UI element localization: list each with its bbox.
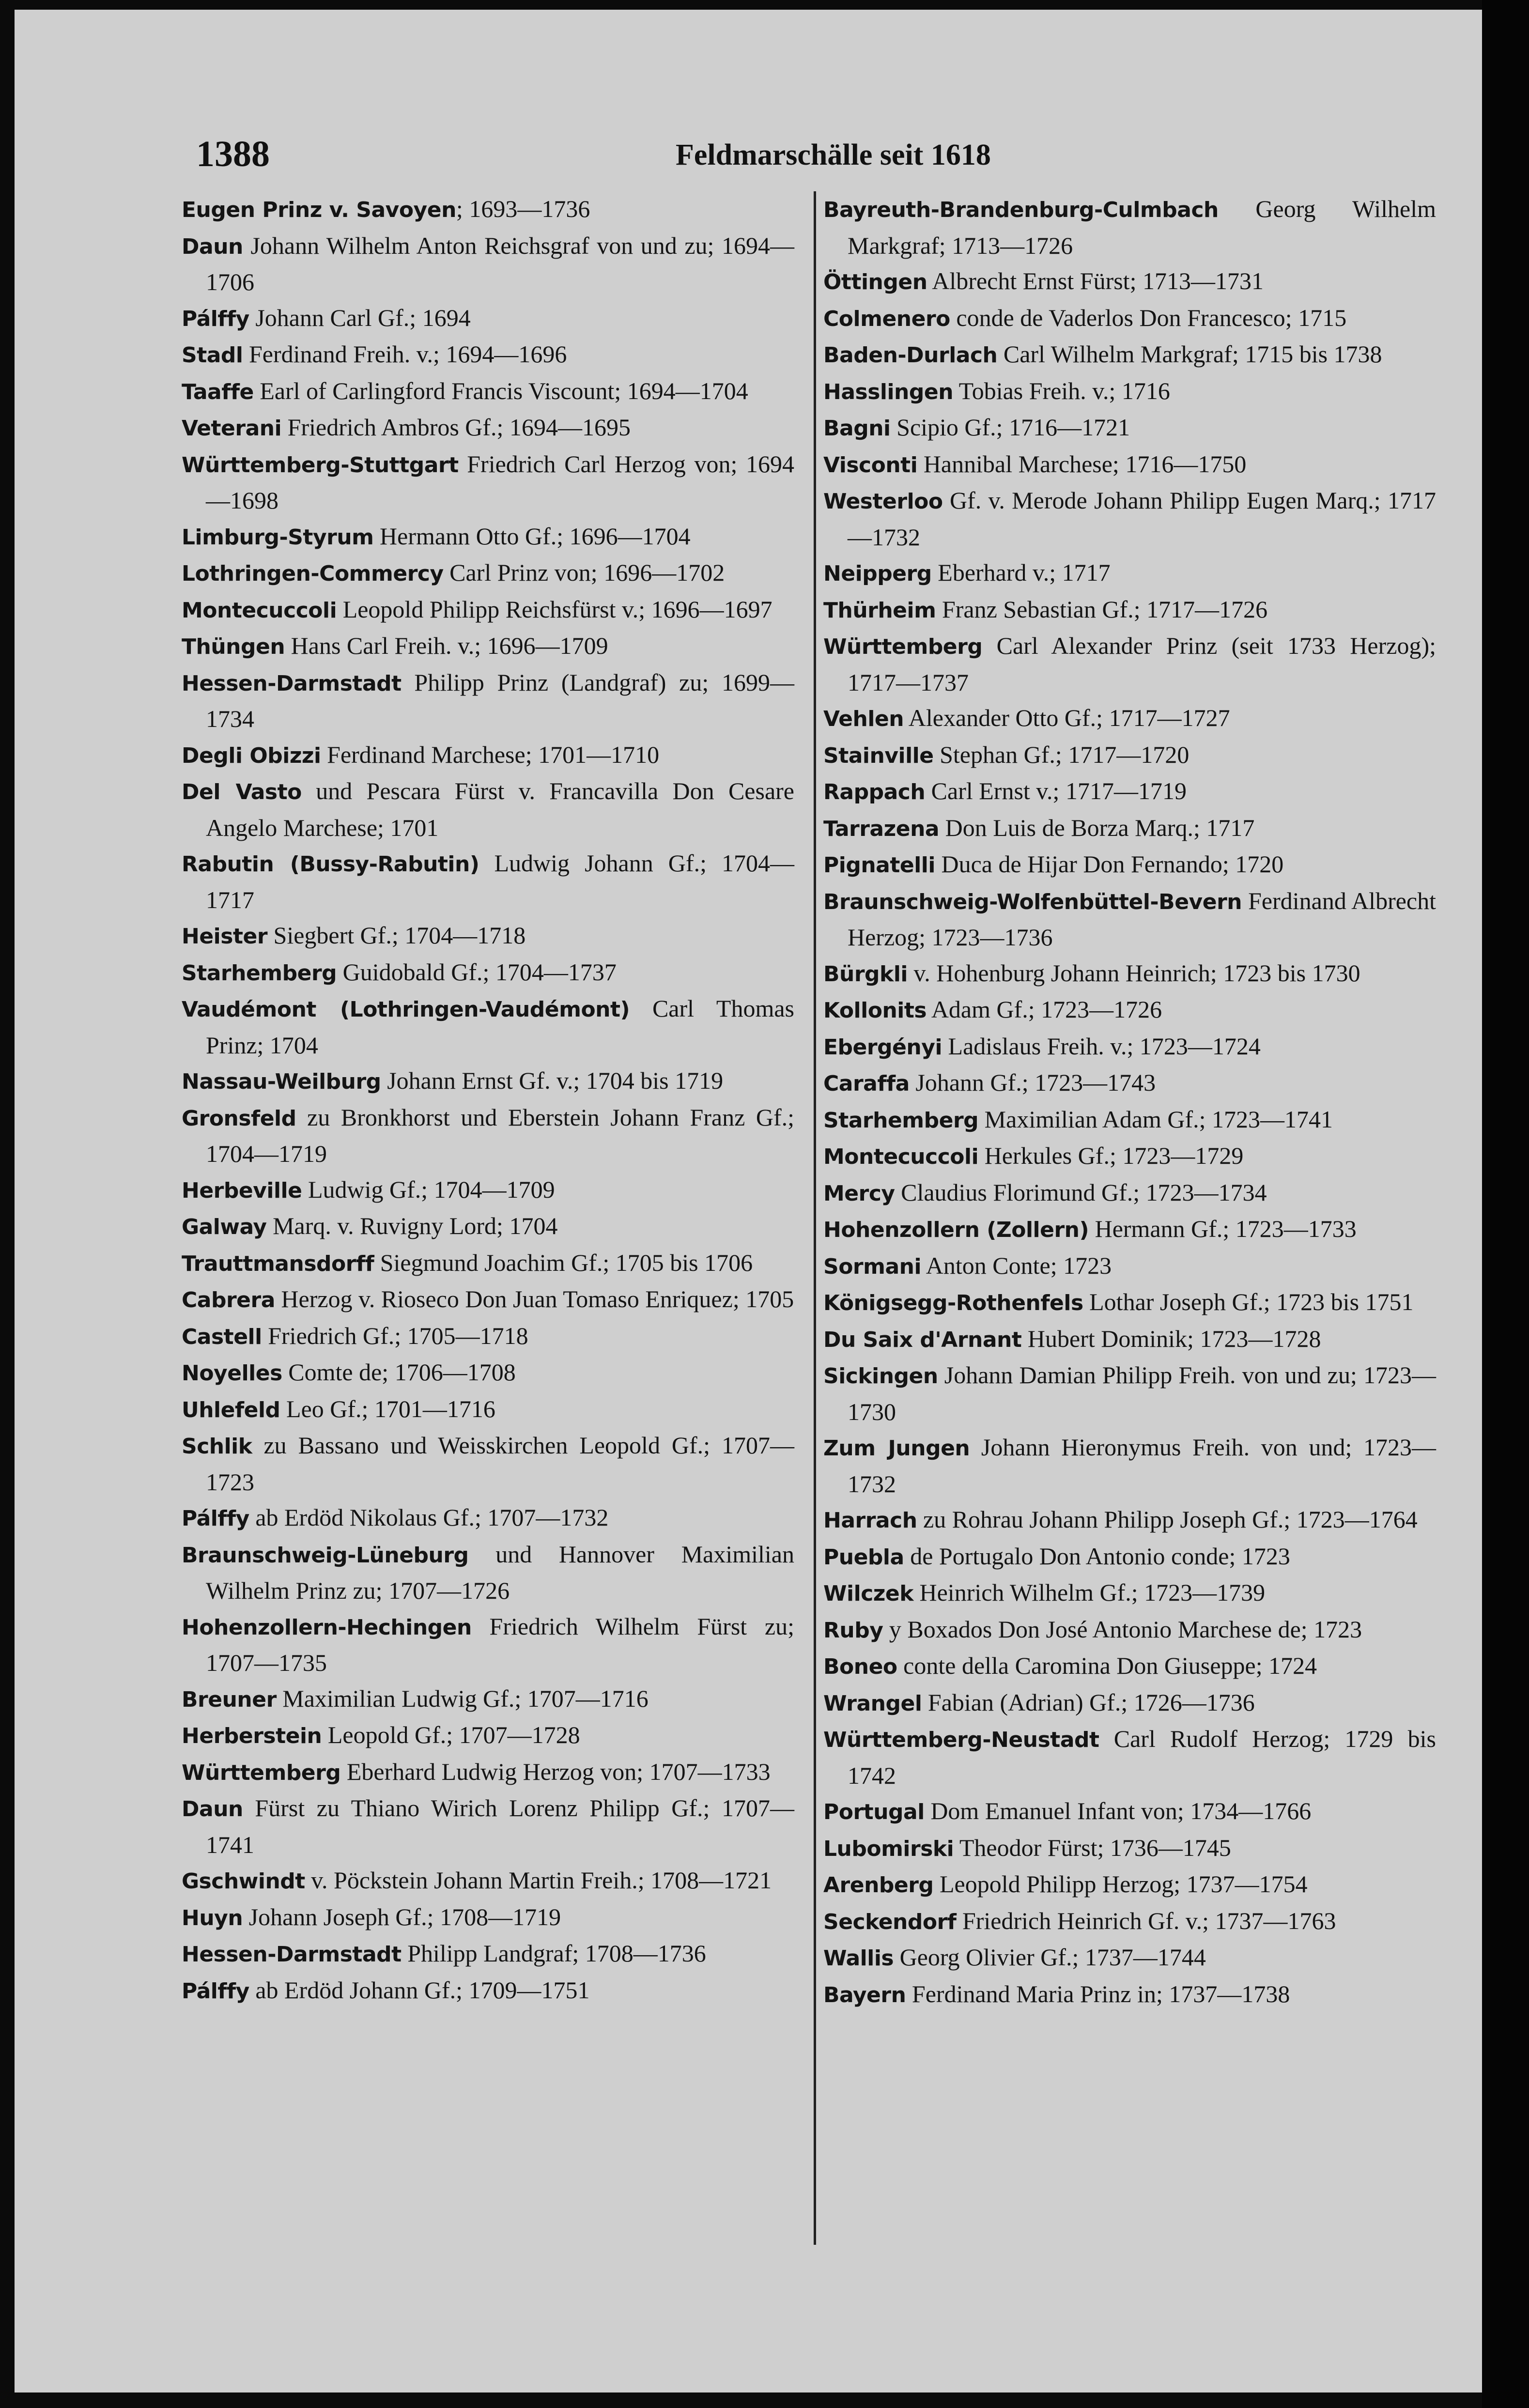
register-entry xyxy=(823,300,1436,337)
register-entry xyxy=(182,665,794,737)
register-entry xyxy=(823,1903,1436,1940)
entry-name: Neipperg xyxy=(823,561,932,586)
register-entry xyxy=(182,1245,794,1282)
register-entry xyxy=(182,1281,794,1318)
entry-name: Herberstein xyxy=(182,1724,322,1748)
entry-details: Stephan Gf.; 1717—1720 xyxy=(933,741,1189,768)
register-entry xyxy=(182,1936,794,1973)
entry-details: Siegmund Joachim Gf.; 1705 bis 1706 xyxy=(374,1249,753,1276)
register-entry xyxy=(823,410,1436,447)
entry-details: Siegbert Gf.; 1704—1718 xyxy=(267,922,526,949)
register-entry xyxy=(182,737,794,774)
register-entry xyxy=(823,1430,1436,1502)
entry-details: Ladislaus Freih. v.; 1723—1724 xyxy=(942,1032,1261,1060)
register-entry xyxy=(182,228,794,300)
entry-details: Leopold Philipp Reichsfürst v.; 1696—1697 xyxy=(337,595,772,623)
register-entry xyxy=(182,1717,794,1754)
register-entry xyxy=(823,1648,1436,1685)
entry-details: Marq. v. Ruvigny Lord; 1704 xyxy=(266,1212,558,1239)
entry-details: Friedrich Gf.; 1705—1718 xyxy=(262,1322,528,1349)
page-header xyxy=(196,133,1455,191)
register-entry xyxy=(823,992,1436,1029)
entry-name: Starhemberg xyxy=(182,960,337,986)
register-entry xyxy=(823,810,1436,847)
register-entry xyxy=(182,1537,794,1609)
entry-name: Stadl xyxy=(182,343,243,368)
register-entry xyxy=(823,592,1436,629)
register-entry xyxy=(182,337,794,373)
register-entry xyxy=(823,737,1436,774)
entry-name: Vehlen xyxy=(823,707,904,731)
register-entry xyxy=(823,1211,1436,1248)
register-entry xyxy=(182,373,794,410)
entry-name: Württemberg-Neustadt xyxy=(823,1728,1099,1752)
entry-details: Franz Sebastian Gf.; 1717—1726 xyxy=(936,595,1268,623)
entry-details: Friedrich Ambros Gf.; 1694—1695 xyxy=(281,414,631,441)
entry-name: Rappach xyxy=(823,780,926,804)
entry-name: Eugen Prinz v. Savoyen xyxy=(182,198,456,222)
register-entry xyxy=(182,1754,794,1791)
entry-details: Hans Carl Freih. v.; 1696—1709 xyxy=(285,632,608,659)
entry-name: Galway xyxy=(182,1215,267,1239)
register-entry xyxy=(823,447,1436,483)
entry-details: Ludwig Johann Gf.; 1704—1717 xyxy=(206,849,795,913)
entry-name: Puebla xyxy=(823,1544,904,1570)
register-entry xyxy=(182,1100,794,1172)
entry-details: Ferdinand Marchese; 1701—1710 xyxy=(321,741,660,768)
register-entry xyxy=(823,1612,1436,1649)
register-entry xyxy=(823,191,1436,263)
entry-details: y Boxados Don José Antonio Marchese de; 1723 xyxy=(883,1615,1362,1643)
register-entry xyxy=(823,555,1436,592)
entry-details: Ferdinand Maria Prinz in; 1737—1738 xyxy=(906,1980,1290,2007)
entry-name: Seckendorf xyxy=(823,1909,957,1934)
entry-name: Tarrazena xyxy=(823,816,940,841)
register-entry xyxy=(182,1609,794,1681)
entry-name: Braunschweig-Lüneburg xyxy=(182,1543,469,1568)
entry-name: Starhemberg xyxy=(823,1108,979,1133)
entry-name: Hessen-Darmstadt xyxy=(182,671,402,696)
entry-name: Württemberg-Stuttgart xyxy=(182,452,459,478)
entry-name: Öttingen xyxy=(823,270,927,294)
entry-details: Friedrich Heinrich Gf. v.; 1737—1763 xyxy=(956,1907,1336,1934)
entry-details: Friedrich Wilhelm Fürst zu; 1707—1735 xyxy=(206,1612,794,1676)
entry-name: Pignatelli xyxy=(823,853,935,878)
entry-name: Herbeville xyxy=(182,1178,302,1203)
entry-details: Carl Rudolf Herzog; 1729 bis 1742 xyxy=(848,1725,1436,1789)
entry-details: de Portugalo Don Antonio conde; 1723 xyxy=(904,1542,1290,1570)
entry-name: Baden-Durlach xyxy=(823,343,998,368)
entry-name: Gronsfeld xyxy=(182,1106,296,1131)
left-column xyxy=(182,191,794,2009)
register-entry xyxy=(823,1685,1436,1722)
column-divider xyxy=(814,191,816,2245)
entry-details: Georg Olivier Gf.; 1737—1744 xyxy=(894,1944,1206,1971)
entry-name: Daun xyxy=(182,234,243,259)
entry-name: Thüngen xyxy=(182,634,285,659)
entry-name: Mercy xyxy=(823,1181,895,1206)
register-entry xyxy=(823,1721,1436,1793)
entry-details: Guidobald Gf.; 1704—1737 xyxy=(337,958,617,986)
entry-name: Harrach xyxy=(823,1508,917,1533)
entry-name: Degli Obizzi xyxy=(182,743,321,768)
entry-details: Hannibal Marchese; 1716—1750 xyxy=(917,450,1247,478)
entry-details: Eberhard Ludwig Herzog von; 1707—1733 xyxy=(340,1758,771,1785)
entry-name: Daun xyxy=(182,1797,243,1821)
register-entry xyxy=(823,700,1436,737)
entry-details: Claudius Florimund Gf.; 1723—1734 xyxy=(895,1178,1267,1206)
entry-name: Hasslingen xyxy=(823,379,954,404)
entry-details: Johann Ernst Gf. v.; 1704 bis 1719 xyxy=(381,1067,724,1094)
register-entry xyxy=(182,773,794,846)
register-entry xyxy=(823,1502,1436,1539)
entry-name: Bayern xyxy=(823,1982,906,2007)
register-entry xyxy=(823,1138,1436,1175)
entry-details: Hubert Dominik; 1723—1728 xyxy=(1021,1325,1321,1352)
entry-name: Bürgkli xyxy=(823,961,908,987)
register-entry xyxy=(823,483,1436,555)
register-entry xyxy=(182,1973,794,2009)
register-entry xyxy=(823,1976,1436,2013)
register-entry xyxy=(823,1175,1436,1212)
entry-details: Don Luis de Borza Marq.; 1717 xyxy=(939,814,1255,841)
entry-name: Pálffy xyxy=(182,306,249,331)
entry-name: Wilczek xyxy=(823,1581,913,1606)
entry-details: Theodor Fürst; 1736—1745 xyxy=(954,1834,1231,1861)
register-entry xyxy=(182,628,794,665)
entry-details: Lothar Joseph Gf.; 1723 bis 1751 xyxy=(1083,1288,1414,1315)
entry-details: Leopold Gf.; 1707—1728 xyxy=(322,1721,580,1748)
entry-details: Earl of Carlingford Francis Viscount; 1694—1704 xyxy=(253,377,748,404)
entry-details: ab Erdöd Johann Gf.; 1709—1751 xyxy=(249,1976,590,2004)
entry-details: Ferdinand Albrecht Herzog; 1723—1736 xyxy=(848,887,1436,951)
entry-name: Trauttmansdorff xyxy=(182,1251,374,1276)
entry-name: Veterani xyxy=(182,416,282,441)
register-entry xyxy=(823,1830,1436,1867)
entry-details: Maximilian Adam Gf.; 1723—1741 xyxy=(978,1105,1333,1133)
entry-details: Carl Thomas Prinz; 1704 xyxy=(206,995,795,1059)
entry-details: Maximilian Ludwig Gf.; 1707—1716 xyxy=(276,1684,649,1712)
entry-details: Johann Joseph Gf.; 1708—1719 xyxy=(243,1903,561,1930)
entry-details: Philipp Prinz (Landgraf) zu; 1699—1734 xyxy=(206,668,794,732)
entry-name: Ruby xyxy=(823,1618,883,1643)
register-entry xyxy=(182,1391,794,1428)
register-entry xyxy=(182,846,794,918)
entry-details: Carl Ernst v.; 1717—1719 xyxy=(925,777,1187,804)
entry-details: Leo Gf.; 1701—1716 xyxy=(280,1395,495,1422)
entry-name: Lothringen-Commercy xyxy=(182,561,444,586)
entry-name: Arenberg xyxy=(823,1873,934,1898)
register-entry xyxy=(182,191,794,228)
entry-details: Carl Wilhelm Markgraf; 1715 bis 1738 xyxy=(997,340,1382,368)
scan-edge xyxy=(1482,0,1529,2408)
entry-name: Württemberg xyxy=(823,634,983,659)
entry-details: Alexander Otto Gf.; 1717—1727 xyxy=(904,704,1230,731)
entry-details: Adam Gf.; 1723—1726 xyxy=(927,996,1162,1023)
right-column xyxy=(823,191,1436,2013)
entry-details: zu Bassano und Weisskirchen Leopold Gf.; 1707—1723 xyxy=(206,1432,794,1496)
entry-name: Wallis xyxy=(823,1946,894,1971)
entry-name: Wrangel xyxy=(823,1691,922,1716)
entry-details: Ludwig Gf.; 1704—1709 xyxy=(302,1175,555,1203)
entry-details: Dom Emanuel Infant von; 1734—1766 xyxy=(924,1797,1312,1824)
register-entry xyxy=(182,1681,794,1718)
entry-details: Gf. v. Merode Johann Philipp Eugen Marq.; 1717—1732 xyxy=(848,487,1436,551)
entry-name: Braunschweig-Wolfenbüttel-Bevern xyxy=(823,889,1242,914)
entry-name: Uhlefeld xyxy=(182,1397,280,1422)
register-entry xyxy=(182,1428,794,1500)
entry-details: conte della Caromina Don Giuseppe; 1724 xyxy=(897,1652,1317,1679)
page-number: 1388 xyxy=(196,134,270,174)
entry-name: Pálffy xyxy=(182,1506,249,1531)
entry-name: Cabrera xyxy=(182,1288,275,1312)
register-entry xyxy=(823,1793,1436,1830)
entry-details: und Hannover Maximilian Wilhelm Prinz zu; 1707—1726 xyxy=(206,1540,794,1604)
register-entry xyxy=(823,1539,1436,1575)
entry-details: Heinrich Wilhelm Gf.; 1723—1739 xyxy=(913,1579,1266,1606)
register-entry xyxy=(182,1063,794,1100)
entry-name: Vaudémont (Lothringen-Vaudémont) xyxy=(182,997,630,1022)
entry-name: Montecuccoli xyxy=(823,1144,979,1169)
entry-name: Limburg-Styrum xyxy=(182,525,374,550)
entry-details: Johann Gf.; 1723—1743 xyxy=(909,1069,1156,1096)
entry-name: Heister xyxy=(182,924,268,949)
register-entry xyxy=(182,1355,794,1391)
entry-name: Stainville xyxy=(823,743,934,768)
entry-name: Ebergényi xyxy=(823,1034,942,1060)
entry-details: zu Rohrau Johann Philipp Joseph Gf.; 1723—1764 xyxy=(917,1506,1418,1533)
register-entry xyxy=(823,1102,1436,1139)
register-entry xyxy=(182,410,794,447)
entry-details: Herkules Gf.; 1723—1729 xyxy=(978,1142,1244,1169)
register-entry xyxy=(823,883,1436,956)
entry-details: Johann Carl Gf.; 1694 xyxy=(249,304,471,331)
entry-name: Hohenzollern (Zollern) xyxy=(823,1218,1089,1242)
entry-details: Johann Wilhelm Anton Reichsgraf von und zu; 1694—1706 xyxy=(206,232,794,295)
entry-details: Carl Prinz von; 1696—1702 xyxy=(443,559,725,586)
entry-details: Anton Conte; 1723 xyxy=(921,1251,1112,1279)
register-entry xyxy=(182,1791,794,1863)
register-entry xyxy=(182,519,794,556)
entry-details: ; 1693—1736 xyxy=(456,195,590,222)
entry-name: Hohenzollern-Hechingen xyxy=(182,1615,472,1640)
entry-name: Caraffa xyxy=(823,1071,910,1096)
register-entry xyxy=(823,773,1436,810)
entry-name: Pálffy xyxy=(182,1978,249,2004)
entry-name: Lubomirski xyxy=(823,1836,954,1861)
entry-name: Castell xyxy=(182,1324,262,1349)
entry-details: Leopold Philipp Herzog; 1737—1754 xyxy=(933,1870,1308,1898)
entry-name: Colmenero xyxy=(823,306,950,331)
entry-name: Breuner xyxy=(182,1687,277,1712)
entry-details: Friedrich Carl Herzog von; 1694—1698 xyxy=(206,450,794,514)
register-entry xyxy=(823,956,1436,992)
entry-details: Fürst zu Thiano Wirich Lorenz Philipp Gf.; 1707—1741 xyxy=(206,1794,794,1858)
entry-details: Hermann Otto Gf.; 1696—1704 xyxy=(373,522,691,550)
entry-name: Del Vasto xyxy=(182,780,302,804)
entry-name: Noyelles xyxy=(182,1361,282,1386)
entry-name: Westerloo xyxy=(823,489,943,514)
entry-name: Nassau-Weilburg xyxy=(182,1069,381,1094)
register-entry xyxy=(182,1172,794,1209)
entry-details: Duca de Hijar Don Fernando; 1720 xyxy=(935,850,1284,878)
entry-name: Huyn xyxy=(182,1905,243,1930)
entry-name: Bayreuth-Brandenburg-Culmbach xyxy=(823,198,1219,222)
register-entry xyxy=(182,555,794,592)
entry-details: Hermann Gf.; 1723—1733 xyxy=(1089,1215,1357,1242)
register-entry xyxy=(823,373,1436,410)
register-entry xyxy=(182,1863,794,1899)
register-entry xyxy=(182,918,794,955)
register-entry xyxy=(823,1575,1436,1612)
entry-name: Rabutin (Bussy-Rabutin) xyxy=(182,852,479,877)
register-entry xyxy=(823,1248,1436,1285)
register-entry xyxy=(182,991,794,1063)
register-entry xyxy=(182,300,794,337)
entry-name: Gschwindt xyxy=(182,1869,305,1894)
entry-name: Taaffe xyxy=(182,379,254,404)
entry-details: Scipio Gf.; 1716—1721 xyxy=(890,414,1130,441)
register-entry xyxy=(182,447,794,519)
running-title: Feldmarschälle seit 1618 xyxy=(676,139,991,171)
entry-details: Johann Damian Philipp Freih. von und zu; 1723—1730 xyxy=(848,1361,1436,1425)
register-entry xyxy=(823,1321,1436,1358)
register-entry xyxy=(823,1867,1436,1903)
entry-details: conde de Vaderlos Don Francesco; 1715 xyxy=(950,304,1347,331)
entry-name: Königsegg-Rothenfels xyxy=(823,1291,1083,1315)
register-entry xyxy=(823,1358,1436,1430)
entry-name: Sormani xyxy=(823,1254,922,1279)
entry-name: Hessen-Darmstadt xyxy=(182,1942,402,1967)
entry-details: Carl Alexander Prinz (seit 1733 Herzog); 1717—1737 xyxy=(848,632,1436,696)
entry-name: Sickingen xyxy=(823,1364,938,1389)
register-entry xyxy=(823,1940,1436,1976)
entry-details: Comte de; 1706—1708 xyxy=(282,1358,516,1386)
entry-name: Visconti xyxy=(823,452,918,478)
register-entry xyxy=(182,1500,794,1537)
register-entry xyxy=(823,1029,1436,1065)
entry-details: zu Bronkhorst und Eberstein Johann Franz Gf.; 1704—1719 xyxy=(206,1103,794,1167)
entry-details: Tobias Freih. v.; 1716 xyxy=(953,377,1170,404)
entry-details: v. Pöckstein Johann Martin Freih.; 1708—1721 xyxy=(305,1867,772,1894)
register-entry xyxy=(823,337,1436,373)
entry-details: Albrecht Ernst Fürst; 1713—1731 xyxy=(927,267,1264,294)
register-entry xyxy=(182,1899,794,1936)
entry-details: v. Hohenburg Johann Heinrich; 1723 bis 1730 xyxy=(907,959,1360,987)
entry-details: und Pescara Fürst v. Francavilla Don Cesare Angelo Marchese; 1701 xyxy=(206,777,794,841)
register-entry xyxy=(823,628,1436,700)
register-entry xyxy=(823,847,1436,883)
entry-name: Schlik xyxy=(182,1434,252,1459)
entry-name: Württemberg xyxy=(182,1760,341,1785)
entry-name: Thürheim xyxy=(823,598,936,623)
register-entry xyxy=(823,263,1436,300)
register-entry xyxy=(823,1284,1436,1321)
entry-details: Herzog v. Rioseco Don Juan Tomaso Enriquez; 1705 xyxy=(275,1285,794,1312)
entry-name: Boneo xyxy=(823,1654,897,1679)
entry-name: Du Saix d'Arnant xyxy=(823,1327,1022,1352)
register-entry xyxy=(823,1065,1436,1102)
entry-name: Zum Jungen xyxy=(823,1436,970,1461)
register-entry xyxy=(182,955,794,991)
entry-details: Georg Wilhelm Markgraf; 1713—1726 xyxy=(848,195,1436,259)
entry-name: Montecuccoli xyxy=(182,598,337,623)
register-entry xyxy=(182,592,794,629)
entry-details: ab Erdöd Nikolaus Gf.; 1707—1732 xyxy=(249,1504,609,1531)
register-entry xyxy=(182,1208,794,1245)
entry-details: Fabian (Adrian) Gf.; 1726—1736 xyxy=(922,1688,1255,1716)
entry-name: Portugal xyxy=(823,1800,925,1824)
entry-name: Bagni xyxy=(823,416,891,441)
entry-details: Philipp Landgraf; 1708—1736 xyxy=(401,1940,706,1967)
entry-details: Eberhard v.; 1717 xyxy=(931,559,1111,586)
register-entry xyxy=(182,1318,794,1355)
entry-details: Ferdinand Freih. v.; 1694—1696 xyxy=(243,340,567,368)
entry-name: Kollonits xyxy=(823,998,927,1023)
entry-details: Johann Hieronymus Freih. von und; 1723—1732 xyxy=(848,1434,1436,1497)
